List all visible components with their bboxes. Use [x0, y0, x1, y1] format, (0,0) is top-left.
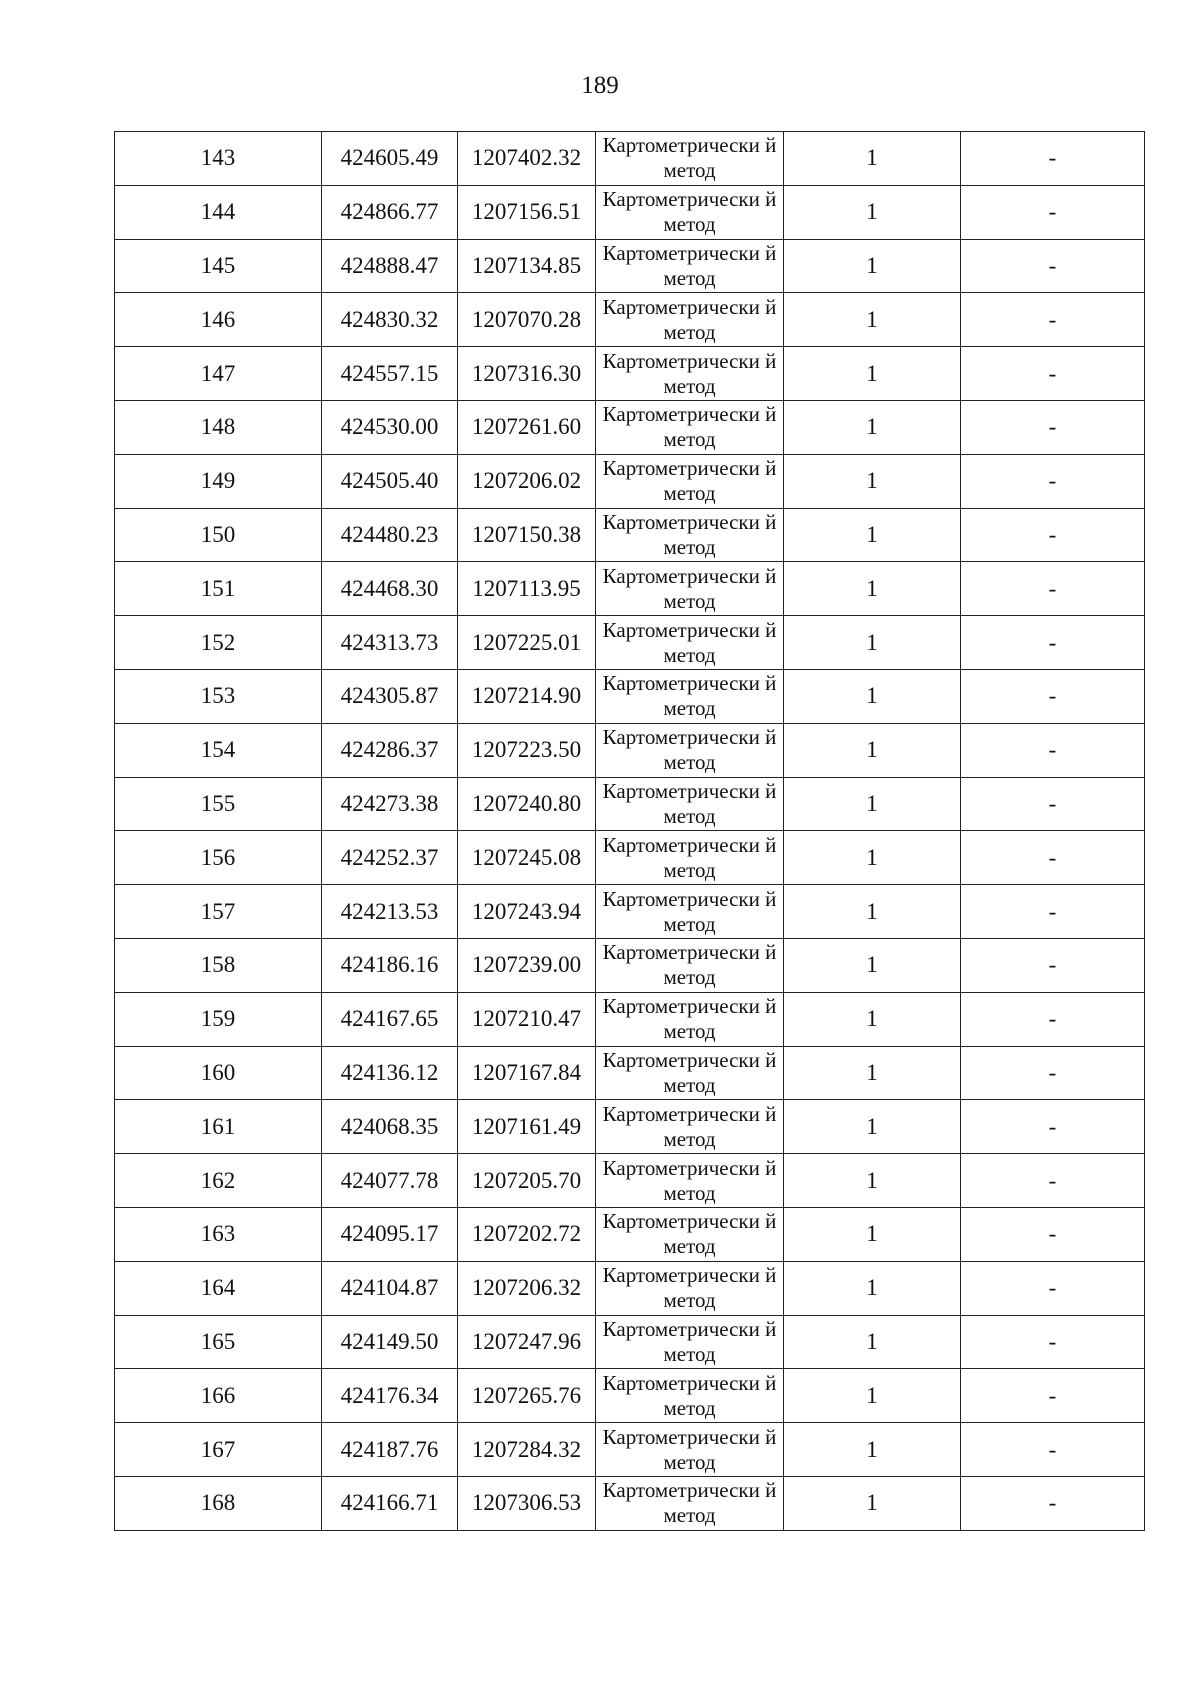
table-row	[115, 239, 1145, 293]
note-cell: -	[961, 185, 1145, 239]
point-number-cell: 154	[115, 723, 322, 777]
y-coordinate-cell: 1207240.80	[458, 777, 596, 831]
method-cell: Картометрически й метод	[596, 347, 784, 401]
accuracy-cell: 1	[784, 992, 961, 1046]
x-coordinate-cell: 424305.87	[322, 669, 458, 723]
accuracy-cell: 1	[784, 1207, 961, 1261]
y-coordinate-cell: 1207223.50	[458, 723, 596, 777]
note-cell: -	[961, 132, 1145, 186]
table-row	[115, 777, 1145, 831]
method-cell: Картометрически й метод	[596, 508, 784, 562]
x-coordinate-cell: 424313.73	[322, 616, 458, 670]
point-number-cell: 152	[115, 616, 322, 670]
note-cell: -	[961, 239, 1145, 293]
table-row	[115, 1369, 1145, 1423]
y-coordinate-cell: 1207150.38	[458, 508, 596, 562]
x-coordinate-cell: 424866.77	[322, 185, 458, 239]
table-row	[115, 1154, 1145, 1208]
accuracy-cell: 1	[784, 400, 961, 454]
table-row	[115, 938, 1145, 992]
method-cell: Картометрически й метод	[596, 1207, 784, 1261]
point-number-cell: 159	[115, 992, 322, 1046]
note-cell: -	[961, 885, 1145, 939]
y-coordinate-cell: 1207167.84	[458, 1046, 596, 1100]
y-coordinate-cell: 1207284.32	[458, 1423, 596, 1477]
point-number-cell: 157	[115, 885, 322, 939]
x-coordinate-cell: 424186.16	[322, 938, 458, 992]
point-number-cell: 165	[115, 1315, 322, 1369]
point-number-cell: 151	[115, 562, 322, 616]
note-cell: -	[961, 293, 1145, 347]
accuracy-cell: 1	[784, 347, 961, 401]
x-coordinate-cell: 424252.37	[322, 831, 458, 885]
accuracy-cell: 1	[784, 132, 961, 186]
accuracy-cell: 1	[784, 454, 961, 508]
table-row	[115, 669, 1145, 723]
note-cell: -	[961, 938, 1145, 992]
y-coordinate-cell: 1207070.28	[458, 293, 596, 347]
table-row	[115, 992, 1145, 1046]
table-row	[115, 1476, 1145, 1530]
accuracy-cell: 1	[784, 1046, 961, 1100]
y-coordinate-cell: 1207306.53	[458, 1476, 596, 1530]
table-row	[115, 1046, 1145, 1100]
point-number-cell: 149	[115, 454, 322, 508]
y-coordinate-cell: 1207402.32	[458, 132, 596, 186]
point-number-cell: 161	[115, 1100, 322, 1154]
coordinates-table	[114, 131, 1145, 1531]
note-cell: -	[961, 1476, 1145, 1530]
note-cell: -	[961, 616, 1145, 670]
point-number-cell: 163	[115, 1207, 322, 1261]
page-number: 189	[581, 72, 619, 99]
accuracy-cell: 1	[784, 885, 961, 939]
x-coordinate-cell: 424095.17	[322, 1207, 458, 1261]
y-coordinate-cell: 1207134.85	[458, 239, 596, 293]
x-coordinate-cell: 424187.76	[322, 1423, 458, 1477]
note-cell: -	[961, 1154, 1145, 1208]
note-cell: -	[961, 831, 1145, 885]
x-coordinate-cell: 424557.15	[322, 347, 458, 401]
note-cell: -	[961, 1315, 1145, 1369]
coordinates-table-body	[115, 132, 1145, 1531]
x-coordinate-cell: 424149.50	[322, 1315, 458, 1369]
y-coordinate-cell: 1207261.60	[458, 400, 596, 454]
x-coordinate-cell: 424136.12	[322, 1046, 458, 1100]
point-number-cell: 143	[115, 132, 322, 186]
note-cell: -	[961, 1369, 1145, 1423]
note-cell: -	[961, 347, 1145, 401]
point-number-cell: 147	[115, 347, 322, 401]
y-coordinate-cell: 1207210.47	[458, 992, 596, 1046]
table-row	[115, 508, 1145, 562]
table-row	[115, 831, 1145, 885]
x-coordinate-cell: 424530.00	[322, 400, 458, 454]
method-cell: Картометрически й метод	[596, 454, 784, 508]
x-coordinate-cell: 424104.87	[322, 1261, 458, 1315]
x-coordinate-cell: 424830.32	[322, 293, 458, 347]
table-row	[115, 616, 1145, 670]
accuracy-cell: 1	[784, 1100, 961, 1154]
point-number-cell: 164	[115, 1261, 322, 1315]
accuracy-cell: 1	[784, 1476, 961, 1530]
method-cell: Картометрически й метод	[596, 885, 784, 939]
x-coordinate-cell: 424077.78	[322, 1154, 458, 1208]
y-coordinate-cell: 1207245.08	[458, 831, 596, 885]
point-number-cell: 144	[115, 185, 322, 239]
table-row	[115, 185, 1145, 239]
point-number-cell: 166	[115, 1369, 322, 1423]
method-cell: Картометрически й метод	[596, 1261, 784, 1315]
method-cell: Картометрически й метод	[596, 1423, 784, 1477]
accuracy-cell: 1	[784, 1261, 961, 1315]
x-coordinate-cell: 424505.40	[322, 454, 458, 508]
note-cell: -	[961, 562, 1145, 616]
x-coordinate-cell: 424166.71	[322, 1476, 458, 1530]
y-coordinate-cell: 1207265.76	[458, 1369, 596, 1423]
method-cell: Картометрически й метод	[596, 1315, 784, 1369]
table-row	[115, 454, 1145, 508]
method-cell: Картометрически й метод	[596, 1100, 784, 1154]
method-cell: Картометрически й метод	[596, 1476, 784, 1530]
method-cell: Картометрически й метод	[596, 239, 784, 293]
x-coordinate-cell: 424068.35	[322, 1100, 458, 1154]
note-cell: -	[961, 723, 1145, 777]
table-row	[115, 132, 1145, 186]
point-number-cell: 150	[115, 508, 322, 562]
x-coordinate-cell: 424888.47	[322, 239, 458, 293]
point-number-cell: 168	[115, 1476, 322, 1530]
note-cell: -	[961, 508, 1145, 562]
note-cell: -	[961, 992, 1145, 1046]
point-number-cell: 160	[115, 1046, 322, 1100]
y-coordinate-cell: 1207113.95	[458, 562, 596, 616]
note-cell: -	[961, 777, 1145, 831]
table-row	[115, 1207, 1145, 1261]
note-cell: -	[961, 1261, 1145, 1315]
method-cell: Картометрически й метод	[596, 132, 784, 186]
table-row	[115, 400, 1145, 454]
method-cell: Картометрически й метод	[596, 293, 784, 347]
method-cell: Картометрически й метод	[596, 777, 784, 831]
x-coordinate-cell: 424480.23	[322, 508, 458, 562]
accuracy-cell: 1	[784, 185, 961, 239]
accuracy-cell: 1	[784, 562, 961, 616]
y-coordinate-cell: 1207243.94	[458, 885, 596, 939]
table-row	[115, 293, 1145, 347]
accuracy-cell: 1	[784, 1154, 961, 1208]
method-cell: Картометрически й метод	[596, 562, 784, 616]
note-cell: -	[961, 1046, 1145, 1100]
y-coordinate-cell: 1207247.96	[458, 1315, 596, 1369]
method-cell: Картометрически й метод	[596, 400, 784, 454]
accuracy-cell: 1	[784, 669, 961, 723]
point-number-cell: 153	[115, 669, 322, 723]
y-coordinate-cell: 1207225.01	[458, 616, 596, 670]
accuracy-cell: 1	[784, 1423, 961, 1477]
accuracy-cell: 1	[784, 1369, 961, 1423]
point-number-cell: 155	[115, 777, 322, 831]
x-coordinate-cell: 424176.34	[322, 1369, 458, 1423]
table-row	[115, 1100, 1145, 1154]
accuracy-cell: 1	[784, 239, 961, 293]
accuracy-cell: 1	[784, 938, 961, 992]
y-coordinate-cell: 1207206.32	[458, 1261, 596, 1315]
note-cell: -	[961, 1207, 1145, 1261]
note-cell: -	[961, 669, 1145, 723]
point-number-cell: 148	[115, 400, 322, 454]
point-number-cell: 145	[115, 239, 322, 293]
note-cell: -	[961, 1423, 1145, 1477]
y-coordinate-cell: 1207205.70	[458, 1154, 596, 1208]
method-cell: Картометрически й метод	[596, 831, 784, 885]
accuracy-cell: 1	[784, 1315, 961, 1369]
note-cell: -	[961, 1100, 1145, 1154]
x-coordinate-cell: 424286.37	[322, 723, 458, 777]
x-coordinate-cell: 424605.49	[322, 132, 458, 186]
method-cell: Картометрически й метод	[596, 185, 784, 239]
x-coordinate-cell: 424273.38	[322, 777, 458, 831]
table-row	[115, 347, 1145, 401]
y-coordinate-cell: 1207156.51	[458, 185, 596, 239]
accuracy-cell: 1	[784, 777, 961, 831]
accuracy-cell: 1	[784, 831, 961, 885]
point-number-cell: 162	[115, 1154, 322, 1208]
y-coordinate-cell: 1207206.02	[458, 454, 596, 508]
accuracy-cell: 1	[784, 293, 961, 347]
y-coordinate-cell: 1207202.72	[458, 1207, 596, 1261]
table-row	[115, 1261, 1145, 1315]
table-row	[115, 562, 1145, 616]
point-number-cell: 146	[115, 293, 322, 347]
method-cell: Картометрически й метод	[596, 723, 784, 777]
table-row	[115, 1423, 1145, 1477]
table-row	[115, 723, 1145, 777]
method-cell: Картометрически й метод	[596, 616, 784, 670]
x-coordinate-cell: 424468.30	[322, 562, 458, 616]
point-number-cell: 156	[115, 831, 322, 885]
method-cell: Картометрически й метод	[596, 1046, 784, 1100]
accuracy-cell: 1	[784, 616, 961, 670]
method-cell: Картометрически й метод	[596, 669, 784, 723]
method-cell: Картометрически й метод	[596, 938, 784, 992]
note-cell: -	[961, 400, 1145, 454]
point-number-cell: 167	[115, 1423, 322, 1477]
accuracy-cell: 1	[784, 508, 961, 562]
method-cell: Картометрически й метод	[596, 1369, 784, 1423]
method-cell: Картометрически й метод	[596, 992, 784, 1046]
note-cell: -	[961, 454, 1145, 508]
table-row	[115, 885, 1145, 939]
point-number-cell: 158	[115, 938, 322, 992]
x-coordinate-cell: 424213.53	[322, 885, 458, 939]
accuracy-cell: 1	[784, 723, 961, 777]
x-coordinate-cell: 424167.65	[322, 992, 458, 1046]
y-coordinate-cell: 1207239.00	[458, 938, 596, 992]
y-coordinate-cell: 1207214.90	[458, 669, 596, 723]
method-cell: Картометрически й метод	[596, 1154, 784, 1208]
y-coordinate-cell: 1207161.49	[458, 1100, 596, 1154]
table-row	[115, 1315, 1145, 1369]
y-coordinate-cell: 1207316.30	[458, 347, 596, 401]
